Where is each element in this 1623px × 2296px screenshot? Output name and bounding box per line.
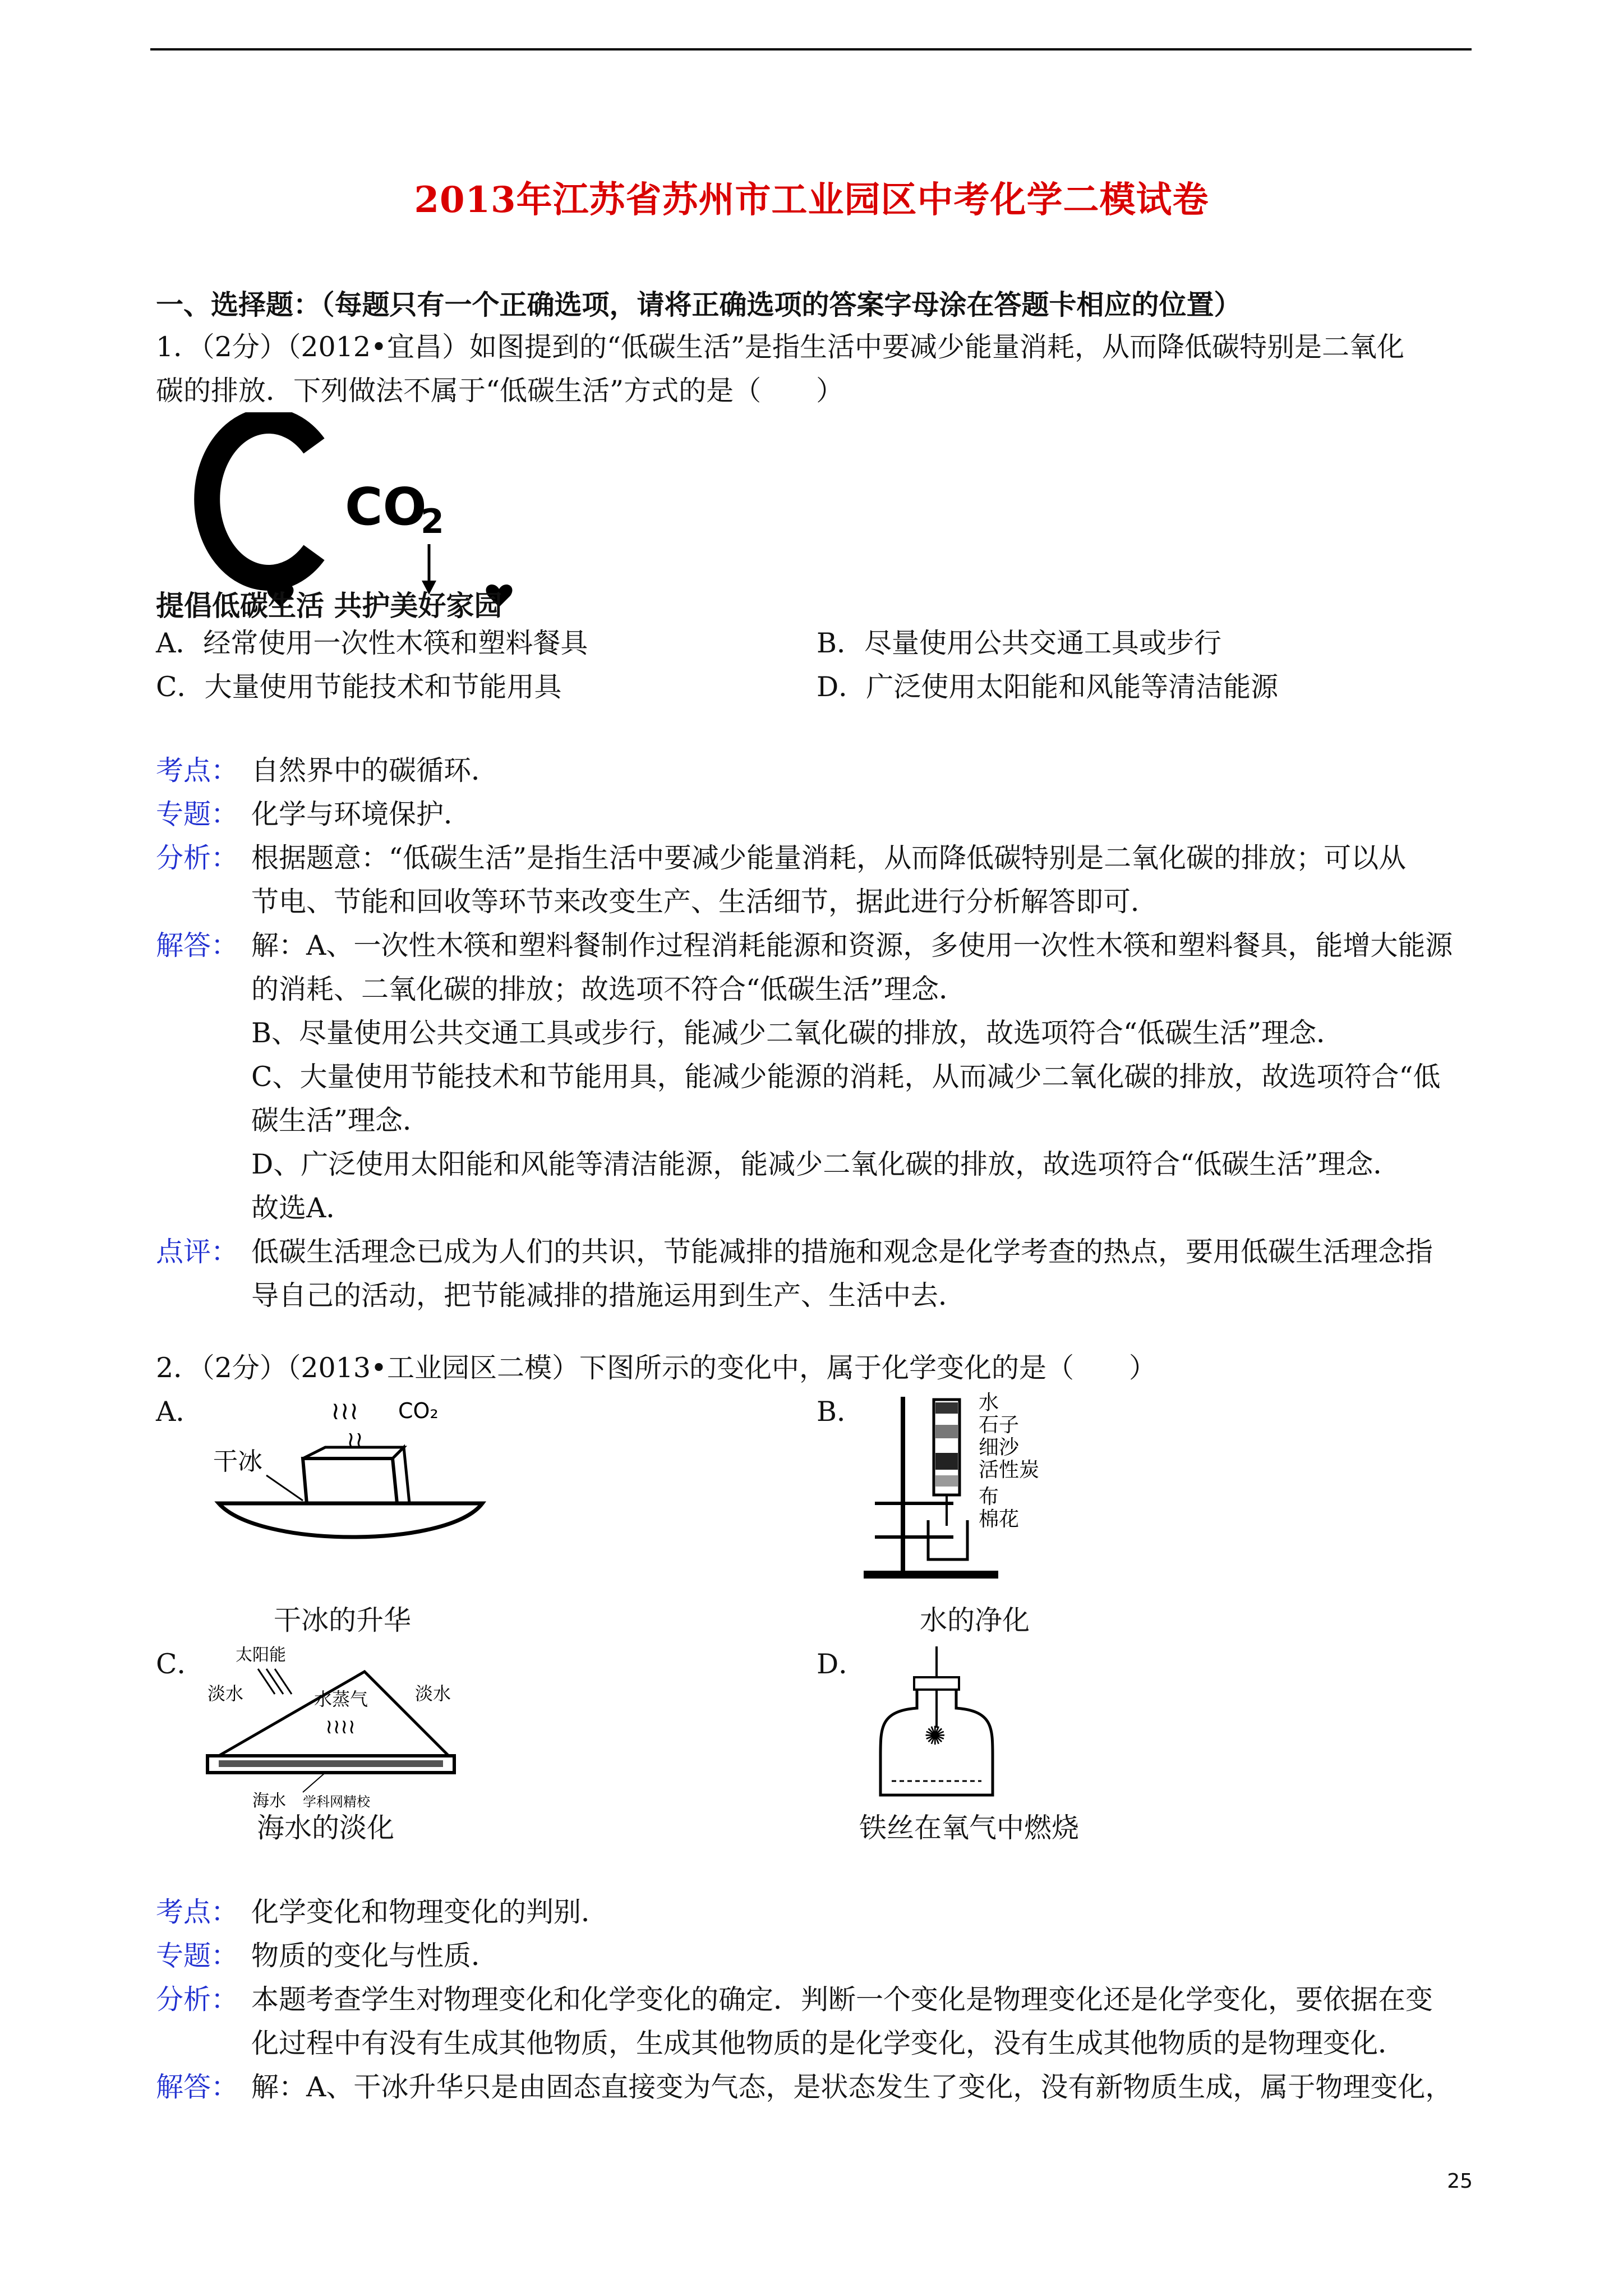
svg-text:水蒸气: 水蒸气 (314, 1688, 368, 1710)
svg-text:淡水: 淡水 (415, 1683, 451, 1704)
svg-text:水: 水 (979, 1391, 999, 1414)
top-rule (150, 48, 1472, 50)
q1-option-d: D．广泛使用太阳能和风能等清洁能源 (817, 671, 1279, 703)
svg-text:活性炭: 活性炭 (979, 1458, 1040, 1481)
q2-caption-c: 海水的淡化 (257, 1812, 395, 1844)
q1-fenxi: 分析： 根据题意：“低碳生活”是指生活中要减少能量消耗，从而降低碳特别是二氧化碳的排放；可以从 节电、节能和回收等环节来改变生产、生活细节，据此进行分析解答即可． (156, 842, 1407, 918)
q2-option-c-letter: C． (156, 1648, 205, 1680)
svg-text:海水: 海水 (252, 1791, 286, 1811)
section-heading: 一、选择题：（每题只有一个正确选项，请将正确选项的答案字母涂在答题卡相应的位置） (156, 288, 1242, 321)
svg-text:淡水: 淡水 (208, 1683, 244, 1704)
q2-caption-a: 干冰的升华 (274, 1604, 412, 1636)
svg-text:布: 布 (979, 1485, 999, 1508)
q2-caption-d: 铁丝在氧气中燃烧 (859, 1812, 1080, 1844)
iron-burning-figure (858, 1644, 1026, 1812)
q2-zhuanti: 专题： 物质的变化与性质． (156, 1940, 499, 1972)
svg-text:棉花: 棉花 (979, 1508, 1020, 1531)
q2-kaodian: 考点： 化学变化和物理变化的判别． (156, 1896, 609, 1928)
big-c-shape (207, 421, 314, 578)
svg-text:细沙: 细沙 (979, 1436, 1020, 1459)
desalination-figure (202, 1644, 471, 1818)
q2-caption-b: 水的净化 (920, 1604, 1030, 1636)
svg-text:≀≀: ≀≀ (347, 1427, 363, 1453)
svg-text:CO₂: CO₂ (398, 1398, 439, 1423)
q1-option-b: B．尽量使用公共交通工具或步行 (817, 627, 1222, 659)
svg-text:✺: ✺ (924, 1720, 946, 1751)
page-title: 2013年江苏省苏州市工业园区中考化学二模试卷 (414, 179, 1209, 221)
q1-kaodian: 考点： 自然界中的碳循环． (156, 754, 499, 786)
q1-option-a: A．经常使用一次性木筷和塑料餐具 (156, 627, 588, 659)
q1-stem-line1: 1．（2分）（2012•宜昌）如图提到的“低碳生活”是指生活中要减少能量消耗，从而降低碳特别是二氧化 (156, 331, 1405, 363)
svg-text:学科网精校: 学科网精校 (303, 1794, 370, 1810)
q1-figure-slogan: 提倡低碳生活 共护美好家园 (156, 590, 502, 622)
q2-option-a-letter: A． (156, 1396, 204, 1428)
svg-text:干冰: 干冰 (213, 1447, 262, 1476)
water-purifier-figure (858, 1391, 1105, 1588)
q2-option-d-letter: D． (817, 1648, 866, 1680)
q1-zhuanti: 专题： 化学与环境保护． (156, 798, 472, 830)
svg-text:≀≀≀≀: ≀≀≀≀ (325, 1715, 356, 1738)
q1-jieda: 解答： 解：A、一次性木筷和塑料餐制作过程消耗能源和资源，多使用一次性木筷和塑料餐具，能增大能源 的消耗、二氧化碳的排放；故选项不符合“低碳生活”理念． B、尽量使用公共交通工具或步行，能减少二氧化碳的排放，故选项符合“低碳生活”理念． C、大量使用节能技术和节能用具，能减少能源的消耗，从而减少二氧化碳的排放，故选项符合“低 碳生活”理念． D、广泛使用太阳能和风能等清洁能源，能减少二氧化碳的排放，故选项符合“低碳生活”理念． 故选A． (156, 930, 1453, 1224)
co2-label: CO (345, 477, 427, 537)
page-number: 25 (1447, 2170, 1473, 2193)
svg-text:石子: 石子 (979, 1414, 1020, 1437)
q1-stem-line2: 碳的排放．下列做法不属于“低碳生活”方式的是（ ） (156, 375, 844, 407)
q2-jieda: 解答： 解：A、干冰升华只是由固态直接变为气态，是状态发生了变化，没有新物质生成，属于物理变化， (156, 2071, 1453, 2103)
q2-fenxi: 分析： 本题考查学生对物理变化和化学变化的确定．判断一个变化是物理变化还是化学变化，要依据在变 化过程中有没有生成其他物质，生成其他物质的是化学变化，没有生成其他物质的是物理变化． (156, 1984, 1433, 2059)
svg-text:≀≀≀: ≀≀≀ (331, 1397, 359, 1425)
svg-text:太阳能: 太阳能 (236, 1645, 286, 1665)
dry-ice-figure (213, 1391, 505, 1559)
q1-option-c: C．大量使用节能技术和节能用具 (156, 671, 562, 703)
q2-stem: 2．（2分）（2013•工业园区二模）下图所示的变化中，属于化学变化的是（ ） (156, 1352, 1156, 1384)
q2-option-b-letter: B． (817, 1396, 865, 1428)
svg-text:2: 2 (421, 502, 444, 541)
q1-dianping: 点评： 低碳生活理念已成为人们的共识，节能减排的措施和观念是化学考查的热点，要用低碳生活理念指 导自己的活动，把节能减排的措施运用到生产、生活中去． (156, 1236, 1433, 1312)
